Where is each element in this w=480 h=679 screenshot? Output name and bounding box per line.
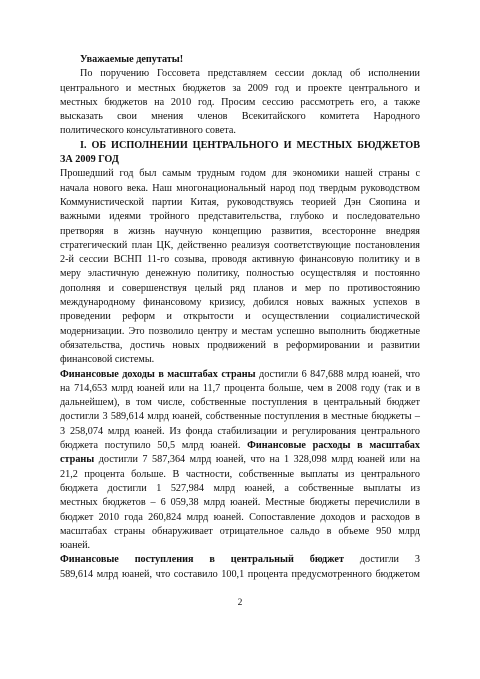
paragraph-line: претворяя в жизнь научную концепцию развития, всесторонне внедряя xyxy=(60,225,420,237)
bold-phrase: страны xyxy=(60,454,95,466)
paragraph-line: юаней. xyxy=(60,540,91,552)
bold-phrase: Финансовые поступления в центральный бюджет xyxy=(60,554,344,566)
paragraph-line: 589,614 млрд юаней, что составило 100,1 процента предусмотренного бюджетом xyxy=(60,568,420,580)
paragraph-line: на 714,653 млрд юаней или на 11,7 процента больше, чем в 2008 году (так и в xyxy=(60,382,420,394)
paragraph-line: бюджета поступило 50,5 млрд юаней. Финансовые расходы в масштабах xyxy=(60,440,420,452)
intro-line: По поручению Госсовета представляем сессии доклад об исполнении xyxy=(80,68,420,80)
paragraph-line: важными идеями тройного представительства, глубоко и последовательно xyxy=(60,211,420,223)
intro-line: высказать свои мнения членов Всекитайского комитета Народного xyxy=(60,111,420,123)
paragraph-line: начала нового века. Наш многонациональный народ под твердым руководством xyxy=(60,182,420,194)
paragraph-line: дальнейшем), в том числе, собственные поступления в центральный бюджет xyxy=(60,397,420,409)
section-title: ЗА 2009 ГОД xyxy=(60,154,119,166)
paragraph-line: Прошедший год был самым трудным годом для экономики нашей страны с xyxy=(60,168,420,180)
paragraph-line: обязательства, достичь новых продвижений в реформировании и развитии xyxy=(60,339,420,351)
paragraph-line: стратегический план ЦК, действенно реализуя соответствующие постановления xyxy=(60,239,420,251)
paragraph-line: масштабах страны обнаруживает отрицательное сальдо в объеме 950 млрд xyxy=(60,525,420,537)
bold-phrase: Финансовые расходы в масштабах xyxy=(247,440,420,452)
paragraph-line: Финансовые доходы в масштабах страны достигли 6 847,688 млрд юаней, что xyxy=(60,368,420,380)
paragraph-line: меру эластичную денежную политику, полностью осуществляя и постоянно xyxy=(60,268,420,280)
page-number: 2 xyxy=(237,598,243,608)
paragraph-line: Коммунистической партии Китая, руководствуясь теорией Дэн Сяопина и xyxy=(60,196,420,208)
paragraph-line: бюджета достигли 1 527,984 млрд юаней, а собственные выплаты из xyxy=(60,482,420,494)
section-title: I. ОБ ИСПОЛНЕНИИ ЦЕНТРАЛЬНОГО И МЕСТНЫХ БЮДЖЕТОВ xyxy=(80,139,420,151)
greeting: Уважаемые депутаты! xyxy=(80,54,184,65)
paragraph-line: проведении реформ и открытости и осуществлении социалистической xyxy=(60,311,420,323)
paragraph-line: финансовой системы. xyxy=(60,354,155,366)
intro-line: политического консультативного совета. xyxy=(60,125,236,137)
paragraph-line: международному финансовому кризису, добился новых важных успехов в xyxy=(60,297,420,309)
paragraph-line: страны достигли 7 587,364 млрд юаней, что на 1 328,098 млрд юаней или на xyxy=(60,454,420,466)
paragraph-line: дополняя и совершенствуя целый ряд планов и мер по противостоянию xyxy=(60,282,420,294)
intro-line: центрального и местных бюджетов за 2009 год и проекте центрального и xyxy=(60,82,420,94)
paragraph-line: достигли 3 589,614 млрд юаней, собственные поступления в местные бюджеты – xyxy=(60,411,420,423)
paragraph-line: местных бюджетов – 6 059,38 млрд юаней. Местные бюджеты перечислили в xyxy=(60,497,420,509)
paragraph-line: 3 258,074 млрд юаней. Из фонда стабилизации и регулирования центрального xyxy=(60,425,420,437)
paragraph-line: Финансовые поступления в центральный бюджет достигли 3 xyxy=(60,554,420,566)
paragraph-line: бюджет 2010 года 260,824 млрд юаней. Сопоставление доходов и расходов в xyxy=(60,511,420,523)
paragraph-line: 21,2 процента больше. В частности, собственные выплаты из центрального xyxy=(60,468,420,480)
intro-line: местных бюджетов на 2010 год. Просим сессию рассмотреть его, а также xyxy=(60,96,420,108)
paragraph-line: модернизации. Это позволило центру и местам успешно выполнить бюджетные xyxy=(60,325,420,337)
paragraph-line: 2-й сессии ВСНП 11-го созыва, проводя активную финансовую политику и в xyxy=(60,254,420,266)
bold-phrase: Финансовые доходы в масштабах страны xyxy=(60,368,256,380)
